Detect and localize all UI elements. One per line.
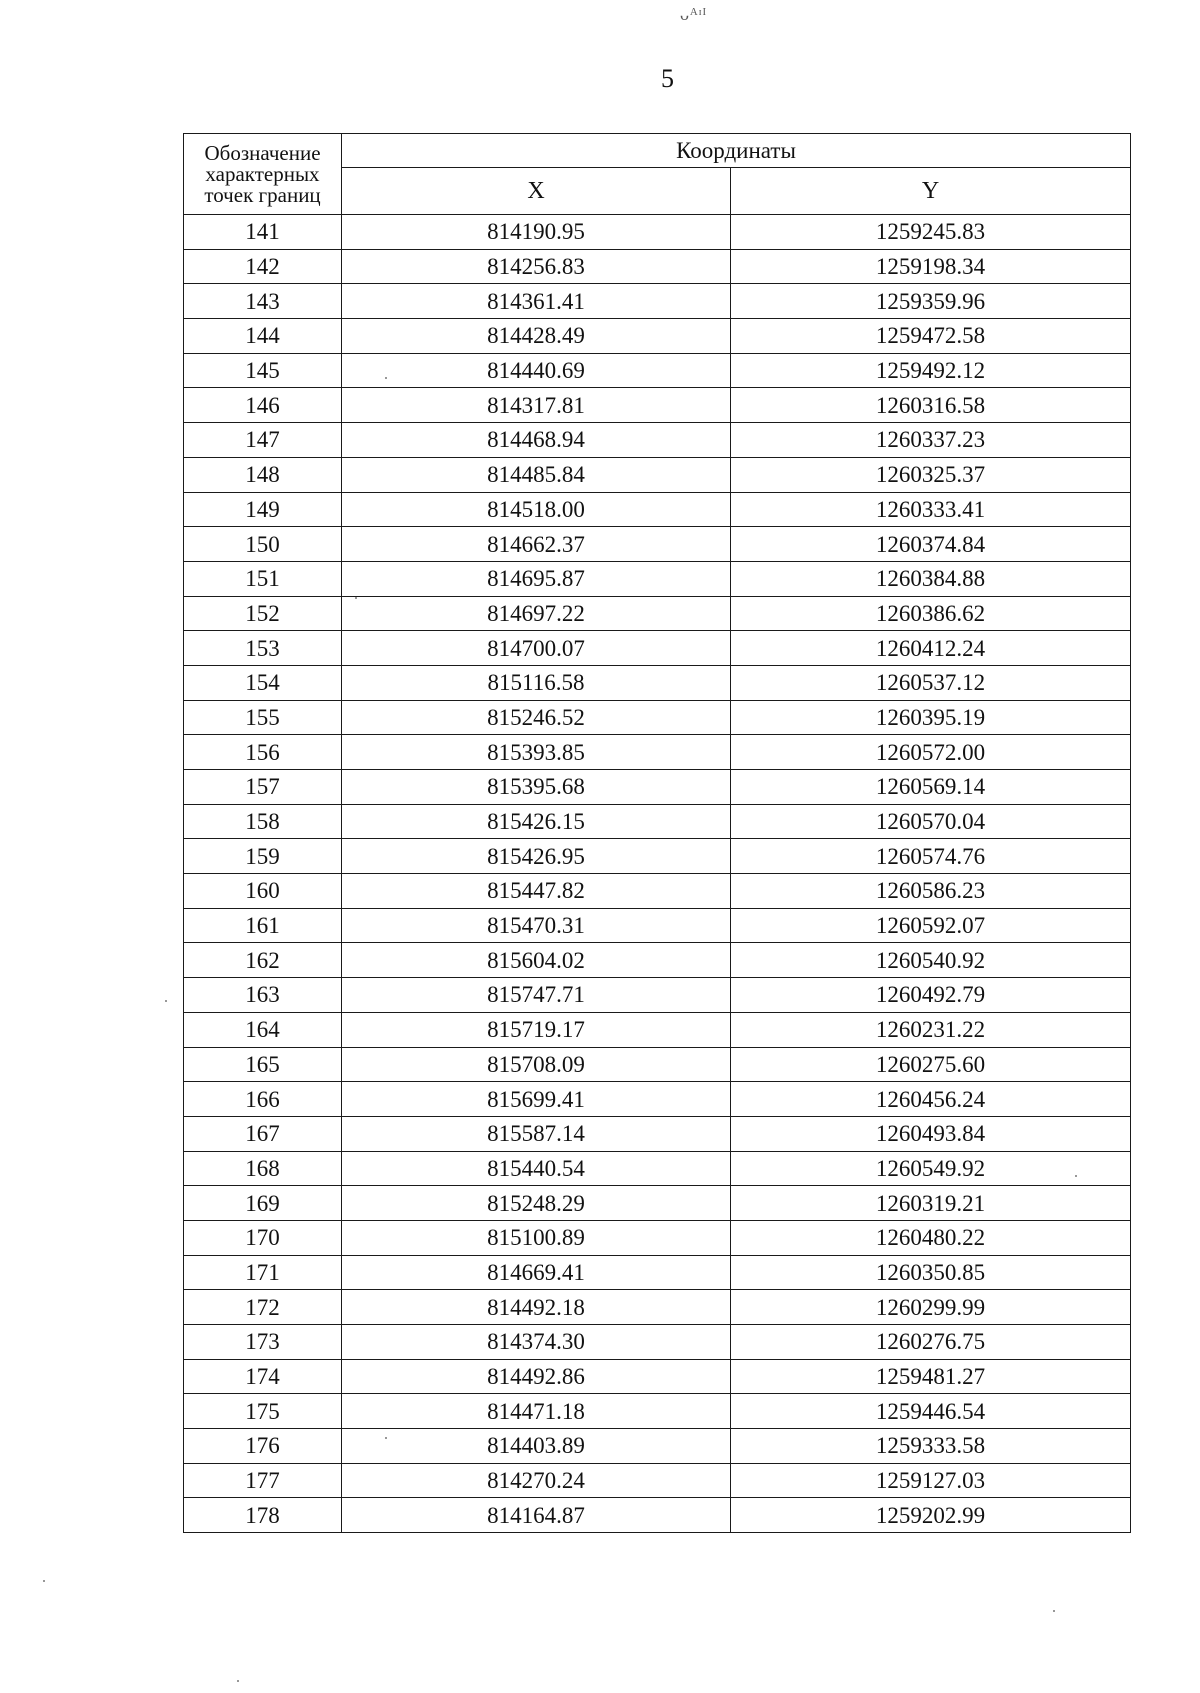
y-coordinate-cell: 1260572.00	[731, 735, 1131, 770]
x-coordinate-cell: 814669.41	[342, 1255, 731, 1290]
scan-speck	[1075, 1175, 1077, 1177]
header-x: X	[342, 168, 731, 215]
y-coordinate-cell: 1259198.34	[731, 249, 1131, 284]
point-id-cell: 147	[184, 423, 342, 458]
y-coordinate-cell: 1259202.99	[731, 1498, 1131, 1533]
page-number: 5	[661, 64, 674, 93]
x-coordinate-cell: 815708.09	[342, 1047, 731, 1082]
point-id-cell: 144	[184, 319, 342, 354]
x-coordinate-cell: 814428.49	[342, 319, 731, 354]
x-coordinate-cell: 814471.18	[342, 1394, 731, 1429]
y-coordinate-cell: 1260384.88	[731, 561, 1131, 596]
table-row	[184, 874, 1131, 909]
scan-speck	[385, 377, 387, 379]
table-row	[184, 1359, 1131, 1394]
table-row	[184, 249, 1131, 284]
scan-speck	[1053, 1610, 1055, 1612]
x-coordinate-cell: 814403.89	[342, 1429, 731, 1464]
table-row	[184, 215, 1131, 250]
y-coordinate-cell: 1260299.99	[731, 1290, 1131, 1325]
point-id-cell: 171	[184, 1255, 342, 1290]
table-row	[184, 631, 1131, 666]
x-coordinate-cell: 814518.00	[342, 492, 731, 527]
x-coordinate-cell: 814662.37	[342, 527, 731, 562]
x-coordinate-cell: 815248.29	[342, 1186, 731, 1221]
y-coordinate-cell: 1260275.60	[731, 1047, 1131, 1082]
x-coordinate-cell: 815395.68	[342, 770, 731, 805]
point-id-cell: 164	[184, 1012, 342, 1047]
x-coordinate-cell: 814440.69	[342, 353, 731, 388]
y-coordinate-cell: 1260350.85	[731, 1255, 1131, 1290]
y-coordinate-cell: 1260395.19	[731, 700, 1131, 735]
table-row	[184, 457, 1131, 492]
x-coordinate-cell: 814695.87	[342, 561, 731, 596]
table-row	[184, 1220, 1131, 1255]
y-coordinate-cell: 1259446.54	[731, 1394, 1131, 1429]
point-id-cell: 150	[184, 527, 342, 562]
y-coordinate-cell: 1260569.14	[731, 770, 1131, 805]
table-row	[184, 319, 1131, 354]
table-row	[184, 735, 1131, 770]
table-row	[184, 1255, 1131, 1290]
header-y: Y	[731, 168, 1131, 215]
scan-speck	[237, 1680, 239, 1682]
table-body	[184, 215, 1131, 1533]
x-coordinate-cell: 815426.15	[342, 804, 731, 839]
header-coordinates: Координаты	[342, 134, 1131, 168]
point-id-cell: 162	[184, 943, 342, 978]
x-coordinate-cell: 815116.58	[342, 665, 731, 700]
x-coordinate-cell: 814256.83	[342, 249, 731, 284]
table-row	[184, 423, 1131, 458]
header-designation: Обозначение характерных точек границ	[184, 134, 342, 215]
x-coordinate-cell: 815604.02	[342, 943, 731, 978]
table-row	[184, 1047, 1131, 1082]
y-coordinate-cell: 1260319.21	[731, 1186, 1131, 1221]
scan-speck	[43, 1580, 45, 1582]
x-coordinate-cell: 815100.89	[342, 1220, 731, 1255]
x-coordinate-cell: 815747.71	[342, 978, 731, 1013]
x-coordinate-cell: 815393.85	[342, 735, 731, 770]
x-coordinate-cell: 815470.31	[342, 908, 731, 943]
y-coordinate-cell: 1260540.92	[731, 943, 1131, 978]
x-coordinate-cell: 814164.87	[342, 1498, 731, 1533]
y-coordinate-cell: 1260570.04	[731, 804, 1131, 839]
x-coordinate-cell: 814485.84	[342, 457, 731, 492]
y-coordinate-cell: 1259472.58	[731, 319, 1131, 354]
table-row	[184, 978, 1131, 1013]
point-id-cell: 167	[184, 1116, 342, 1151]
point-id-cell: 155	[184, 700, 342, 735]
y-coordinate-cell: 1260549.92	[731, 1151, 1131, 1186]
table-row	[184, 908, 1131, 943]
table-row	[184, 1498, 1131, 1533]
scan-speck	[165, 1000, 167, 1002]
y-coordinate-cell: 1260316.58	[731, 388, 1131, 423]
table-row	[184, 388, 1131, 423]
table-row	[184, 1325, 1131, 1360]
scan-speck	[355, 597, 357, 599]
x-coordinate-cell: 814492.18	[342, 1290, 731, 1325]
y-coordinate-cell: 1260493.84	[731, 1116, 1131, 1151]
table-row	[184, 1290, 1131, 1325]
table-row	[184, 1151, 1131, 1186]
table-row	[184, 1186, 1131, 1221]
point-id-cell: 149	[184, 492, 342, 527]
x-coordinate-cell: 814317.81	[342, 388, 731, 423]
point-id-cell: 170	[184, 1220, 342, 1255]
y-coordinate-cell: 1260537.12	[731, 665, 1131, 700]
point-id-cell: 165	[184, 1047, 342, 1082]
x-coordinate-cell: 814374.30	[342, 1325, 731, 1360]
point-id-cell: 175	[184, 1394, 342, 1429]
y-coordinate-cell: 1260592.07	[731, 908, 1131, 943]
point-id-cell: 176	[184, 1429, 342, 1464]
y-coordinate-cell: 1259245.83	[731, 215, 1131, 250]
y-coordinate-cell: 1260586.23	[731, 874, 1131, 909]
x-coordinate-cell: 815426.95	[342, 839, 731, 874]
point-id-cell: 143	[184, 284, 342, 319]
y-coordinate-cell: 1260276.75	[731, 1325, 1131, 1360]
point-id-cell: 174	[184, 1359, 342, 1394]
table-row	[184, 353, 1131, 388]
x-coordinate-cell: 814270.24	[342, 1463, 731, 1498]
point-id-cell: 156	[184, 735, 342, 770]
point-id-cell: 141	[184, 215, 342, 250]
y-coordinate-cell: 1260492.79	[731, 978, 1131, 1013]
y-coordinate-cell: 1260456.24	[731, 1082, 1131, 1117]
y-coordinate-cell: 1259492.12	[731, 353, 1131, 388]
y-coordinate-cell: 1260337.23	[731, 423, 1131, 458]
point-id-cell: 163	[184, 978, 342, 1013]
point-id-cell: 148	[184, 457, 342, 492]
point-id-cell: 172	[184, 1290, 342, 1325]
table-header	[184, 134, 1131, 215]
point-id-cell: 146	[184, 388, 342, 423]
x-coordinate-cell: 815440.54	[342, 1151, 731, 1186]
table-row	[184, 561, 1131, 596]
point-id-cell: 161	[184, 908, 342, 943]
table-row	[184, 839, 1131, 874]
table-row	[184, 596, 1131, 631]
x-coordinate-cell: 814700.07	[342, 631, 731, 666]
x-coordinate-cell: 815699.41	[342, 1082, 731, 1117]
y-coordinate-cell: 1260480.22	[731, 1220, 1131, 1255]
point-id-cell: 145	[184, 353, 342, 388]
point-id-cell: 169	[184, 1186, 342, 1221]
table-row	[184, 284, 1131, 319]
y-coordinate-cell: 1260325.37	[731, 457, 1131, 492]
table-row	[184, 1082, 1131, 1117]
point-id-cell: 158	[184, 804, 342, 839]
y-coordinate-cell: 1259481.27	[731, 1359, 1131, 1394]
y-coordinate-cell: 1260333.41	[731, 492, 1131, 527]
point-id-cell: 151	[184, 561, 342, 596]
table-row	[184, 1463, 1131, 1498]
y-coordinate-cell: 1259359.96	[731, 284, 1131, 319]
x-coordinate-cell: 815587.14	[342, 1116, 731, 1151]
table-row	[184, 943, 1131, 978]
x-coordinate-cell: 814468.94	[342, 423, 731, 458]
y-coordinate-cell: 1260412.24	[731, 631, 1131, 666]
point-id-cell: 173	[184, 1325, 342, 1360]
y-coordinate-cell: 1260386.62	[731, 596, 1131, 631]
table-row	[184, 1116, 1131, 1151]
y-coordinate-cell: 1260231.22	[731, 1012, 1131, 1047]
handwritten-mark: ᴗᴬᶦᴵ	[680, 4, 708, 24]
table-row	[184, 804, 1131, 839]
x-coordinate-cell: 814492.86	[342, 1359, 731, 1394]
scan-speck	[385, 1437, 387, 1439]
x-coordinate-cell: 815719.17	[342, 1012, 731, 1047]
table-row	[184, 1429, 1131, 1464]
y-coordinate-cell: 1260374.84	[731, 527, 1131, 562]
x-coordinate-cell: 814190.95	[342, 215, 731, 250]
table-row	[184, 1394, 1131, 1429]
point-id-cell: 154	[184, 665, 342, 700]
point-id-cell: 159	[184, 839, 342, 874]
point-id-cell: 178	[184, 1498, 342, 1533]
table-row	[184, 665, 1131, 700]
point-id-cell: 177	[184, 1463, 342, 1498]
point-id-cell: 168	[184, 1151, 342, 1186]
point-id-cell: 157	[184, 770, 342, 805]
point-id-cell: 153	[184, 631, 342, 666]
x-coordinate-cell: 814361.41	[342, 284, 731, 319]
point-id-cell: 152	[184, 596, 342, 631]
point-id-cell: 166	[184, 1082, 342, 1117]
table-row	[184, 527, 1131, 562]
x-coordinate-cell: 815246.52	[342, 700, 731, 735]
y-coordinate-cell: 1259333.58	[731, 1429, 1131, 1464]
x-coordinate-cell: 815447.82	[342, 874, 731, 909]
y-coordinate-cell: 1259127.03	[731, 1463, 1131, 1498]
table-row	[184, 492, 1131, 527]
y-coordinate-cell: 1260574.76	[731, 839, 1131, 874]
coordinates-table	[183, 133, 1131, 1533]
table-row	[184, 1012, 1131, 1047]
table-row	[184, 700, 1131, 735]
point-id-cell: 160	[184, 874, 342, 909]
table-row	[184, 770, 1131, 805]
point-id-cell: 142	[184, 249, 342, 284]
x-coordinate-cell: 814697.22	[342, 596, 731, 631]
